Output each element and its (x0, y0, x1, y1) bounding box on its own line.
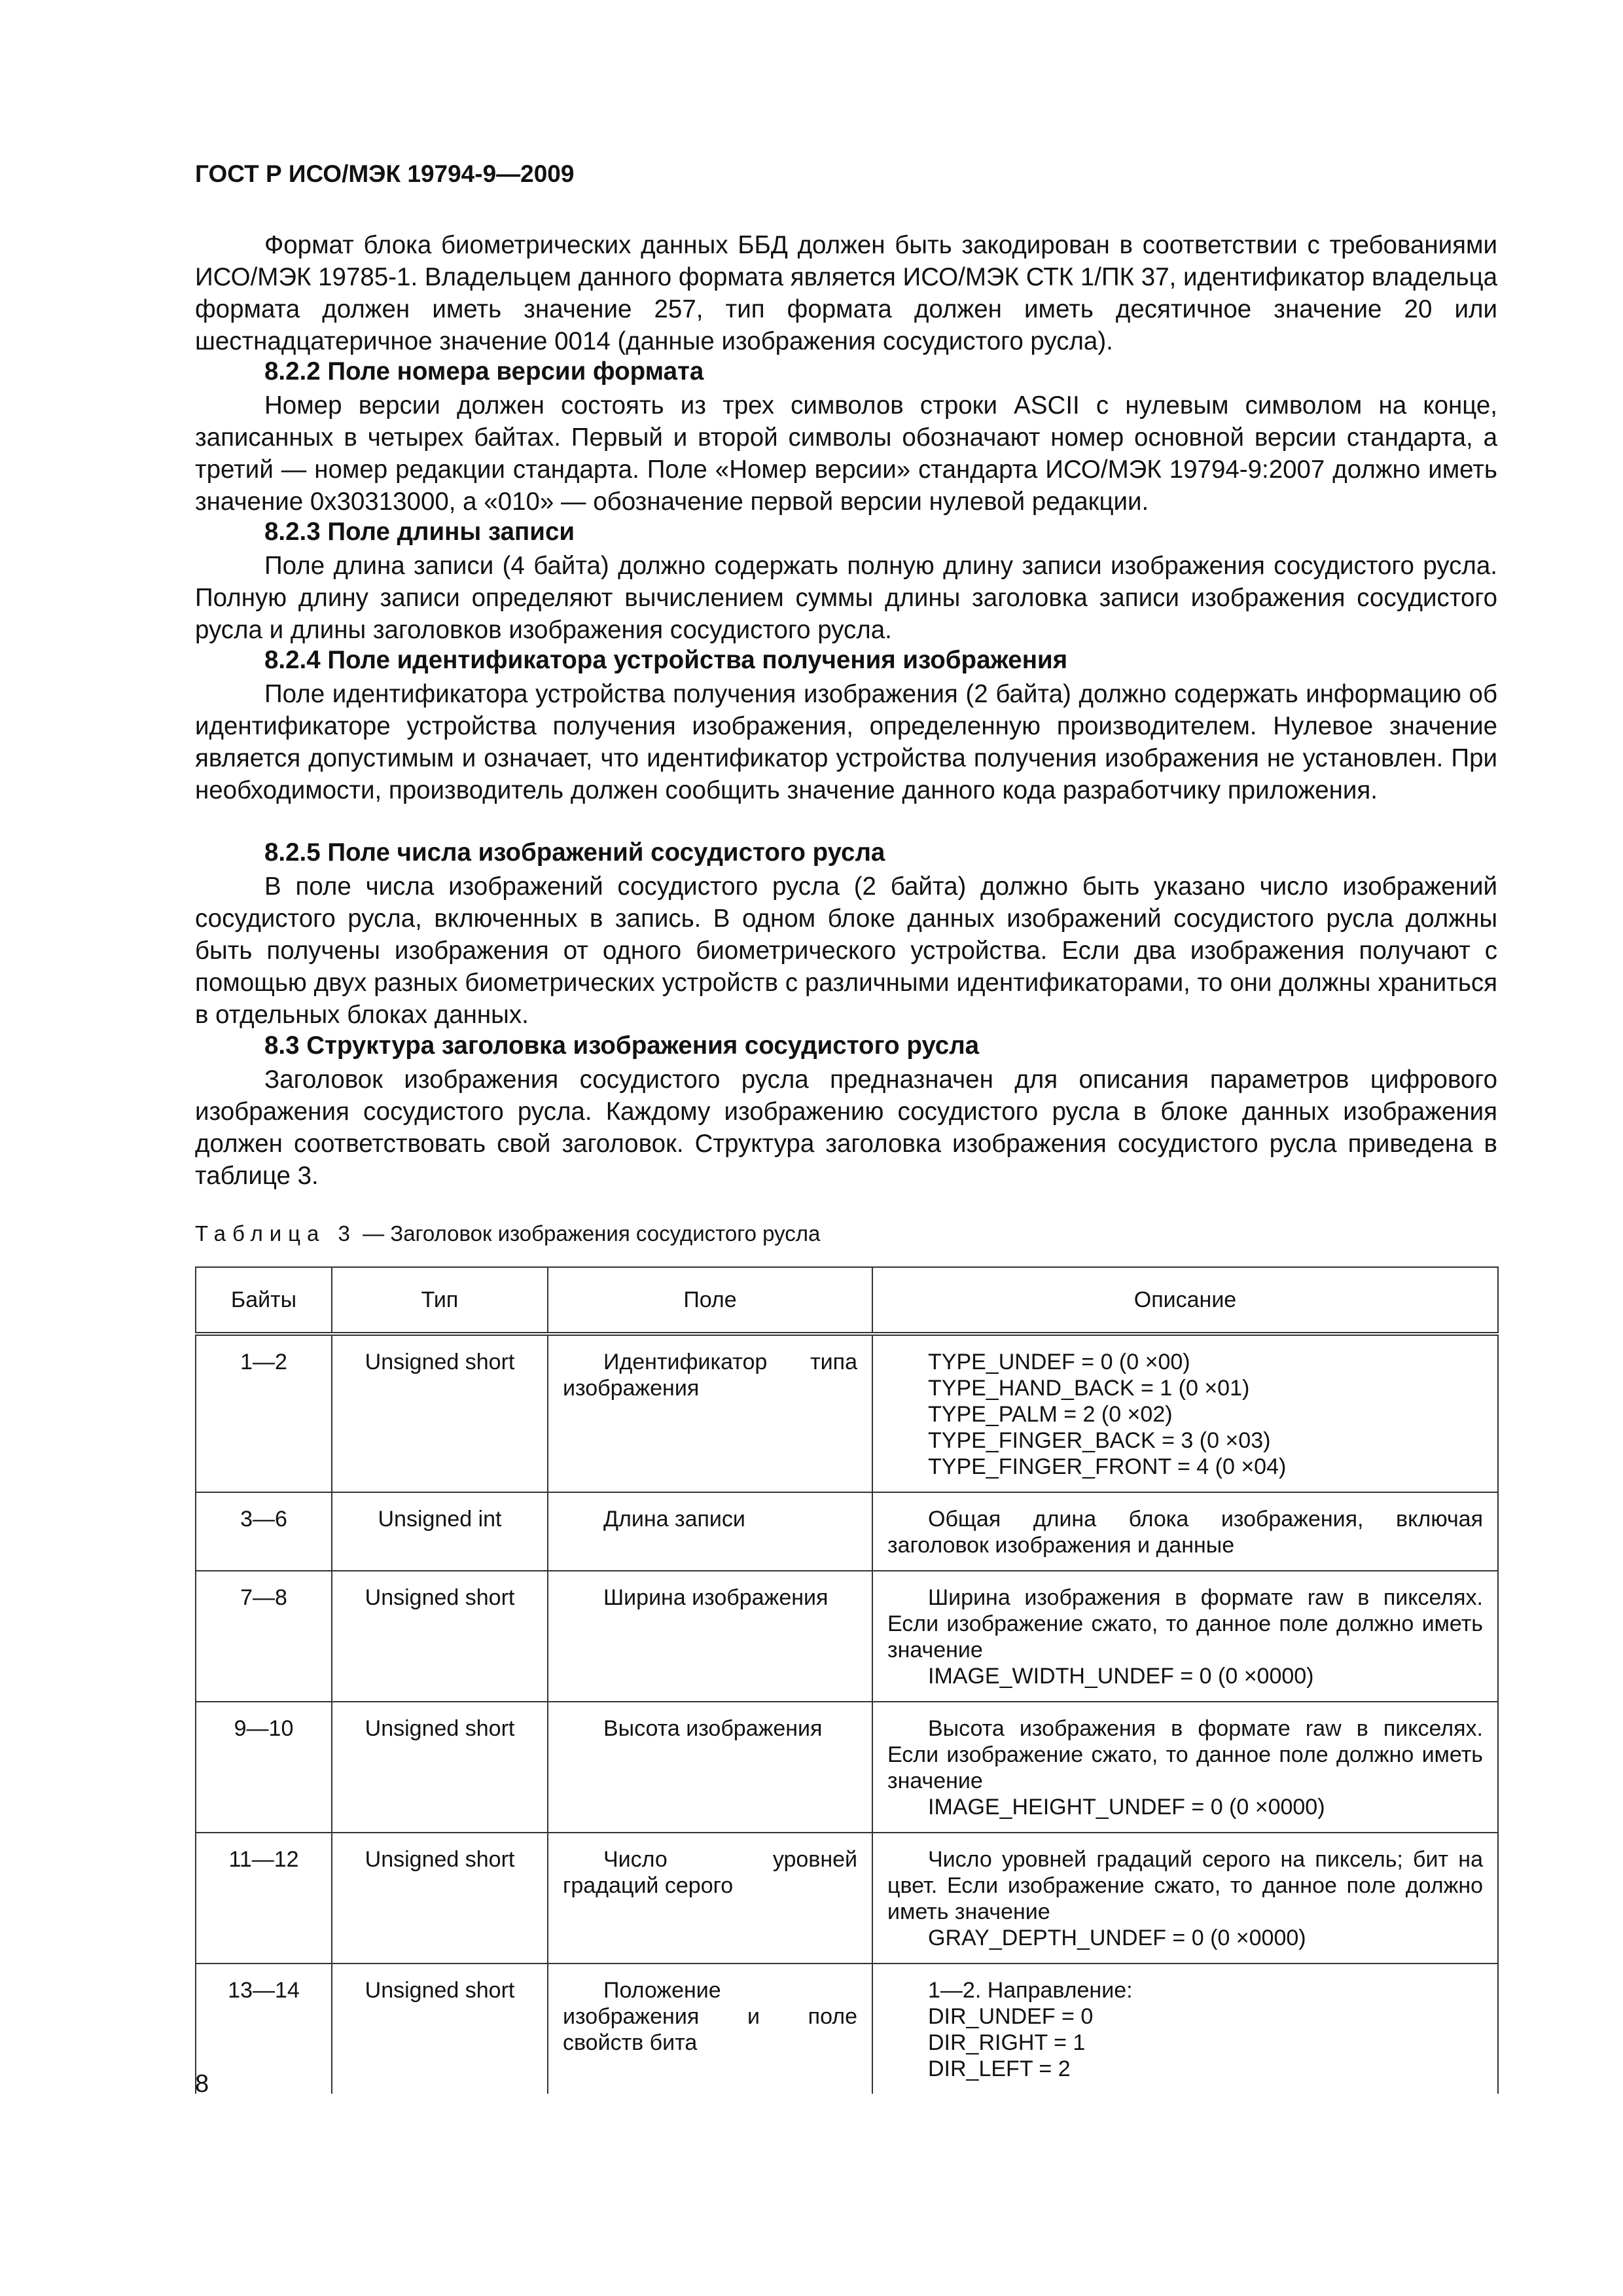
table-row (196, 1833, 1498, 1964)
heading-8-2-5: 8.2.5 Поле числа изображений сосудистого русла (264, 838, 885, 867)
cell-description (872, 1964, 1498, 2094)
table-caption-label: Таблица 3 (195, 1221, 357, 1246)
page-number: 8 (195, 2070, 209, 2098)
description-text: Ширина изображения в формате raw в пикселях. Если изображение сжато, то данное поле должно иметь значение (887, 1585, 1483, 1662)
table-header-row (196, 1267, 1498, 1334)
cell-field: Число уровней градаций серого (548, 1833, 872, 1964)
description-code-line: TYPE_PALM = 2 (0 ×02) (928, 1402, 1173, 1427)
table-caption-text: — Заголовок изображения сосудистого русла (356, 1221, 821, 1246)
table-caption (195, 1221, 820, 1246)
cell-bytes: 9—10 (196, 1702, 332, 1833)
cell-description (872, 1492, 1498, 1571)
cell-type: Unsigned short (332, 1964, 548, 2094)
cell-type: Unsigned int (332, 1492, 548, 1571)
description-code-line: DIR_UNDEF = 0 (928, 2004, 1094, 2029)
paragraph-version-number: Номер версии должен состоять из трех символов строки ASCII с нулевым символом на конце, записанных в четырех байтах. Первый и второй символы обозначают номер основной версии стандарта, а третий — номер редакции стандарта. Поле «Номер версии» стандарта ИСО/МЭК 19794-9:2007 должно иметь значение 0x30313000, а «010» — обозначение первой версии нулевой редакции. (195, 391, 1497, 516)
description-code-line: 1—2. Направление: (928, 1978, 1133, 2003)
description-code-line: TYPE_UNDEF = 0 (0 ×00) (928, 1350, 1190, 1374)
cell-bytes: 11—12 (196, 1833, 332, 1964)
column-header-description: Описание (872, 1267, 1498, 1334)
heading-8-2-3: 8.2.3 Поле длины записи (264, 518, 575, 546)
cell-description (872, 1833, 1498, 1964)
paragraph-format-block: Формат блока биометрических данных ББД должен быть закодирован в соответствии с требованиями ИСО/МЭК 19785-1. Владельцем данного формата является ИСО/МЭК СТК 1/ПК 37, идентификатор владельца формата должен иметь значение 257, тип формата должен иметь десятичное значение 20 или шестнадцатеричное значение 0014 (данные изображения сосудистого русла). (195, 231, 1497, 355)
description-code-line: TYPE_HAND_BACK = 1 (0 ×01) (928, 1376, 1250, 1401)
column-header-type: Тип (332, 1267, 548, 1334)
description-code-line: IMAGE_HEIGHT_UNDEF = 0 (0 ×0000) (928, 1795, 1325, 1820)
cell-field: Идентификатор типа изображения (548, 1334, 872, 1492)
cell-bytes: 7—8 (196, 1571, 332, 1702)
paragraph-record-length: Поле длина записи (4 байта) должно содержать полную длину записи изображения сосудистого русла. Полную длину записи определяют вычислением суммы длины заголовка записи изображения сосудистого русла и длины заголовков изображения сосудистого русла. (195, 552, 1497, 644)
description-code-line: TYPE_FINGER_BACK = 3 (0 ×03) (928, 1428, 1271, 1453)
cell-field: Высота изображения (548, 1702, 872, 1833)
cell-type: Unsigned short (332, 1571, 548, 1702)
column-header-field: Поле (548, 1267, 872, 1334)
cell-description (872, 1334, 1498, 1492)
cell-field: Длина записи (548, 1492, 872, 1571)
cell-type: Unsigned short (332, 1334, 548, 1492)
description-code-line: GRAY_DEPTH_UNDEF = 0 (0 ×0000) (928, 1926, 1306, 1950)
table-row (196, 1571, 1498, 1702)
table-body (196, 1334, 1498, 2094)
cell-description (872, 1702, 1498, 1833)
cell-bytes: 13—14 (196, 1964, 332, 2094)
description-text: Высота изображения в формате raw в пикселях. Если изображение сжато, то данное поле должно иметь значение (887, 1716, 1483, 1793)
document-header: ГОСТ Р ИСО/МЭК 19794-9—2009 (195, 160, 575, 187)
description-code-line: TYPE_FINGER_FRONT = 4 (0 ×04) (928, 1454, 1287, 1479)
table-row (196, 1702, 1498, 1833)
image-header-table (195, 1266, 1499, 2094)
cell-field: Ширина изображения (548, 1571, 872, 1702)
cell-description (872, 1571, 1498, 1702)
paragraph-device-id: Поле идентификатора устройства получения изображения (2 байта) должно содержать информацию об идентификаторе устройства получения изображения, определенную производителем. Нулевое значение является допустимым и означает, что идентификатор устройства получения изображения не установлен. При необходимости, производитель должен сообщить значение данного кода разработчику приложения. (195, 680, 1497, 804)
description-code-line: IMAGE_WIDTH_UNDEF = 0 (0 ×0000) (928, 1664, 1314, 1689)
cell-bytes: 1—2 (196, 1334, 332, 1492)
cell-type: Unsigned short (332, 1833, 548, 1964)
heading-8-2-2: 8.2.2 Поле номера версии формата (264, 357, 704, 386)
table-row (196, 1334, 1498, 1492)
column-header-bytes: Байты (196, 1267, 332, 1334)
heading-8-2-4: 8.2.4 Поле идентификатора устройства получения изображения (264, 646, 1068, 674)
description-code-line: DIR_RIGHT = 1 (928, 2030, 1086, 2055)
description-text: Общая длина блока изображения, включая заголовок изображения и данные (887, 1507, 1483, 1558)
cell-bytes: 3—6 (196, 1492, 332, 1571)
cell-field: Положение изображения и поле свойств бита (548, 1964, 872, 2094)
cell-type: Unsigned short (332, 1702, 548, 1833)
heading-8-3: 8.3 Структура заголовка изображения сосудистого русла (264, 1031, 980, 1060)
description-text: Число уровней градаций серого на пиксель; бит на цвет. Если изображение сжато, то данное поле должно иметь значение (887, 1847, 1483, 1924)
table-row (196, 1492, 1498, 1571)
description-code-line: DIR_LEFT = 2 (928, 2056, 1071, 2081)
table-row (196, 1964, 1498, 2094)
paragraph-image-count: В поле числа изображений сосудистого русла (2 байта) должно быть указано число изображений сосудистого русла, включенных в запись. В одном блоке данных изображений сосудистого русла должны быть получены изображения от одного биометрического устройства. Если два изображения получают с помощью двух разных биометрических устройств с различными идентификаторами, то они должны храниться в отдельных блоках данных. (195, 872, 1497, 1029)
paragraph-header-structure: Заголовок изображения сосудистого русла предназначен для описания параметров цифрового изображения сосудистого русла. Каждому изображению сосудистого русла в блоке данных изображения должен соответствовать свой заголовок. Структура заголовка изображения сосудистого русла приведена в таблице 3. (195, 1066, 1497, 1190)
